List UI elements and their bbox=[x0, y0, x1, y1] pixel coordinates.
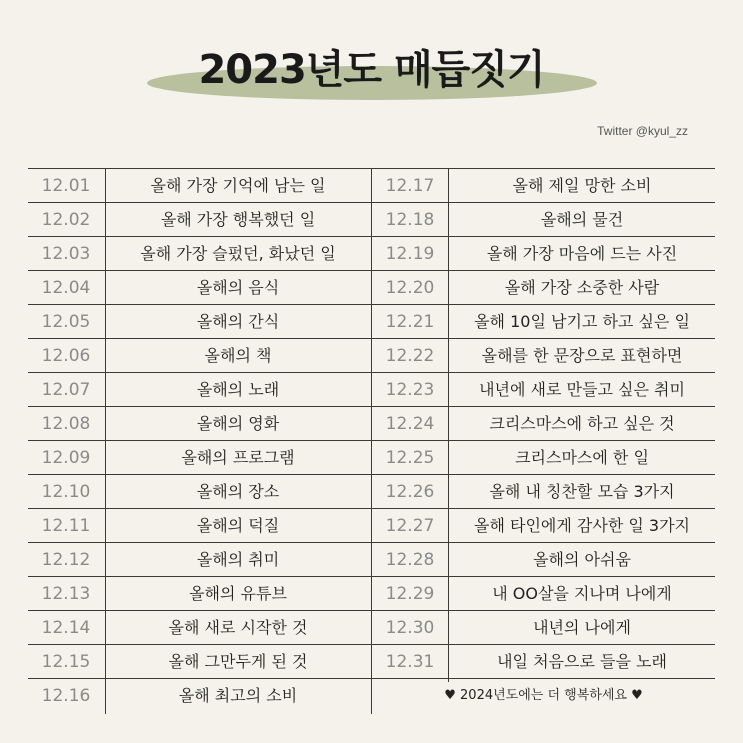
topic-label: 올해의 아쉬움 bbox=[533, 550, 631, 569]
date-label: 12.24 bbox=[385, 414, 435, 434]
topic-label: 올해 최고의 소비 bbox=[178, 686, 298, 705]
table-row bbox=[28, 644, 715, 678]
date-label: 12.10 bbox=[41, 482, 91, 502]
topic-label: 크리스마스에 한 일 bbox=[515, 448, 649, 467]
topic-label: 올해의 노래 bbox=[196, 380, 280, 399]
date-label: 12.14 bbox=[41, 618, 91, 638]
date-label: 12.23 bbox=[385, 380, 435, 400]
date-label: 12.03 bbox=[41, 244, 91, 264]
date-label: 12.11 bbox=[41, 516, 91, 536]
topic-label: 올해 가장 기억에 남는 일 bbox=[150, 176, 326, 195]
topic-label: 내년에 새로 만들고 싶은 취미 bbox=[479, 380, 685, 399]
topic-label: 올해의 프로그램 bbox=[181, 448, 295, 467]
topic-label: 올해 가장 소중한 사람 bbox=[504, 278, 660, 297]
table-row bbox=[28, 610, 715, 644]
table-row bbox=[28, 508, 715, 542]
table-row bbox=[28, 372, 715, 406]
date-label: 12.28 bbox=[385, 550, 435, 570]
date-label: 12.22 bbox=[385, 346, 435, 366]
table-row bbox=[28, 168, 715, 202]
date-label: 12.15 bbox=[41, 652, 91, 672]
table-row bbox=[28, 542, 715, 576]
table-row bbox=[28, 270, 715, 304]
date-label: 12.13 bbox=[41, 584, 91, 604]
date-label: 12.31 bbox=[385, 652, 435, 672]
table-row bbox=[28, 576, 715, 610]
table-row bbox=[28, 338, 715, 372]
topic-label: 올해의 음식 bbox=[196, 278, 280, 297]
date-label: 12.08 bbox=[41, 414, 91, 434]
table-row bbox=[28, 406, 715, 440]
topic-label: 올해의 책 bbox=[204, 346, 272, 365]
table-row bbox=[28, 236, 715, 270]
date-label: 12.02 bbox=[41, 210, 91, 230]
topic-label: 올해의 유튜브 bbox=[189, 584, 287, 603]
topic-label: 올해 가장 슬펐던, 화났던 일 bbox=[140, 244, 336, 263]
date-label: 12.26 bbox=[385, 482, 435, 502]
date-label: 12.16 bbox=[41, 686, 91, 706]
date-label: 12.25 bbox=[385, 448, 435, 468]
date-label: 12.29 bbox=[385, 584, 435, 604]
topic-label: 올해 그만두게 된 것 bbox=[168, 652, 308, 671]
table-row bbox=[28, 474, 715, 508]
topic-label: 올해의 취미 bbox=[196, 550, 280, 569]
date-label: 12.21 bbox=[385, 312, 435, 332]
topic-label: 올해의 장소 bbox=[196, 482, 280, 501]
date-label: 12.30 bbox=[385, 618, 435, 638]
topic-label: 올해 제일 망한 소비 bbox=[512, 176, 652, 195]
schedule-table bbox=[28, 168, 715, 712]
date-label: 12.19 bbox=[385, 244, 435, 264]
date-label: 12.07 bbox=[41, 380, 91, 400]
topic-label: 올해의 간식 bbox=[196, 312, 280, 331]
table-row bbox=[28, 440, 715, 474]
date-label: 12.17 bbox=[385, 176, 435, 196]
topic-label: 내 OO살을 지나며 나에게 bbox=[492, 584, 672, 603]
topic-label: 올해의 영화 bbox=[196, 414, 280, 433]
date-label: 12.09 bbox=[41, 448, 91, 468]
topic-label: 올해 가장 행복했던 일 bbox=[160, 210, 316, 229]
topic-label: 올해 10일 남기고 하고 싶은 일 bbox=[474, 312, 690, 331]
topic-label: 올해 새로 시작한 것 bbox=[168, 618, 308, 637]
date-label: 12.04 bbox=[41, 278, 91, 298]
page-title: 2023년도 매듭짓기 bbox=[198, 47, 545, 93]
date-label: 12.18 bbox=[385, 210, 435, 230]
topic-label: 올해 타인에게 감사한 일 3가지 bbox=[474, 516, 690, 535]
title-area bbox=[0, 0, 743, 120]
topic-label: 내년의 나에게 bbox=[533, 618, 631, 637]
date-label: 12.06 bbox=[41, 346, 91, 366]
topic-label: 올해의 덕질 bbox=[196, 516, 280, 535]
date-label: 12.05 bbox=[41, 312, 91, 332]
topic-label: 크리스마스에 하고 싶은 것 bbox=[489, 414, 675, 433]
table-row bbox=[28, 304, 715, 338]
date-label: 12.12 bbox=[41, 550, 91, 570]
topic-label: 올해의 물건 bbox=[540, 210, 624, 229]
twitter-credit: Twitter @kyul_zz bbox=[597, 124, 688, 138]
table-row bbox=[28, 202, 715, 236]
date-label: 12.27 bbox=[385, 516, 435, 536]
topic-label: 올해 내 칭찬할 모습 3가지 bbox=[489, 482, 675, 501]
topic-label: 올해 가장 마음에 드는 사진 bbox=[486, 244, 678, 263]
date-label: 12.20 bbox=[385, 278, 435, 298]
date-label: 12.01 bbox=[41, 176, 91, 196]
table-row bbox=[28, 678, 715, 712]
topic-label: 내일 처음으로 들을 노래 bbox=[497, 652, 667, 671]
topic-label: 올해를 한 문장으로 표현하면 bbox=[481, 346, 683, 365]
closing-message: ♥ 2024년도에는 더 행복하세요 ♥ bbox=[444, 688, 643, 703]
